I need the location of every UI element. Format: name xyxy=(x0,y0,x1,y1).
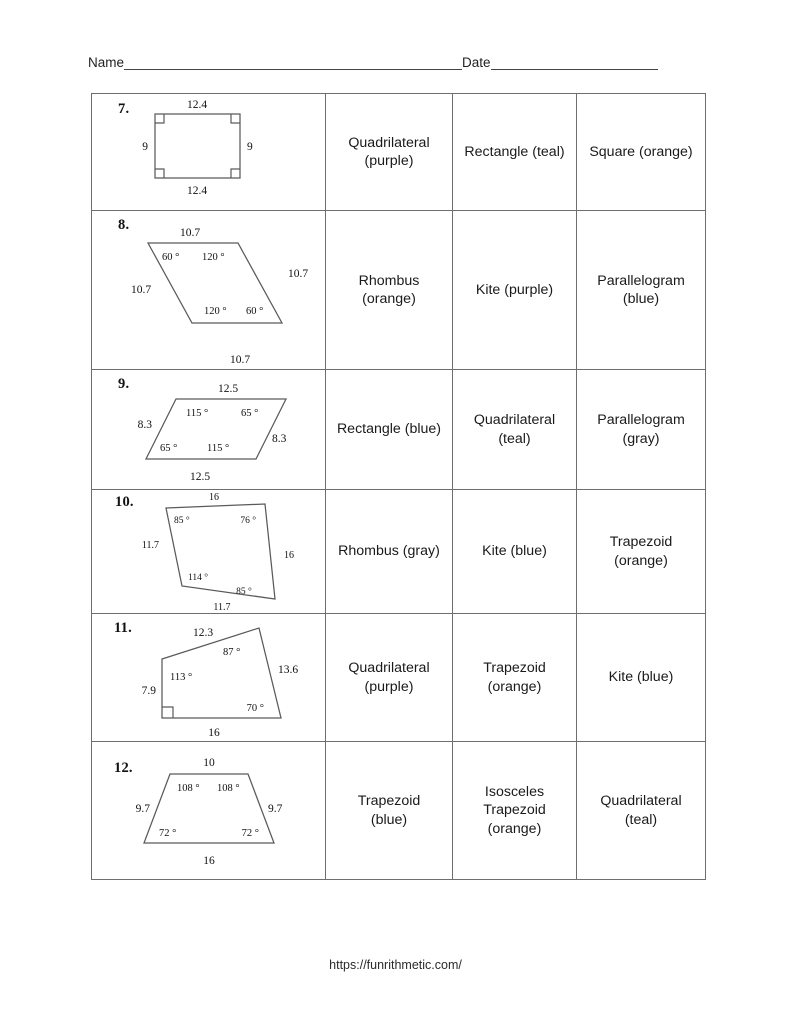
answer-option-1[interactable] xyxy=(326,211,453,370)
question-number-9: 9. xyxy=(118,376,130,392)
answer-line: Isosceles xyxy=(484,784,545,801)
side-label-left: 10.7 xyxy=(130,284,152,296)
answer-option-3[interactable] xyxy=(577,614,706,742)
table-row xyxy=(92,490,706,614)
side-label-bottom: 12.5 xyxy=(189,471,211,483)
angle-label-bottom-right: 70 ° xyxy=(246,703,264,714)
answer-line: Parallelogram xyxy=(597,272,685,289)
answer-line: Kite (purple) xyxy=(475,281,554,298)
table-row xyxy=(92,94,706,211)
answer-line: Trapezoid xyxy=(483,660,546,677)
name-label: Name xyxy=(88,54,125,70)
angle-label-bottom-right: 72 ° xyxy=(241,828,259,839)
answer-line: (orange) xyxy=(487,820,542,837)
table-row xyxy=(92,614,706,742)
answer-line: Square (orange) xyxy=(589,143,693,160)
right-angle-mark-icon xyxy=(162,707,173,718)
side-label-right: 10.7 xyxy=(288,268,309,280)
side-label-right: 8.3 xyxy=(272,433,287,445)
side-label-right: 9 xyxy=(247,141,253,153)
side-label-top: 16 xyxy=(209,492,219,503)
answer-option-3[interactable] xyxy=(577,370,706,490)
side-label-top: 10.7 xyxy=(179,227,201,239)
answer-line: Quadrilateral xyxy=(473,412,556,429)
side-label-left: 9 xyxy=(142,141,148,153)
right-angle-mark-icon xyxy=(231,169,240,178)
angle-label-top-left: 85 ° xyxy=(174,516,190,526)
figure-cell-10 xyxy=(92,490,326,614)
answer-line: (purple) xyxy=(364,153,414,169)
side-label-right: 13.6 xyxy=(278,664,299,676)
name-date-header xyxy=(88,46,703,70)
answer-line: Quadrilateral xyxy=(600,793,682,810)
side-label-top: 12.5 xyxy=(217,383,239,395)
side-label-right: 16 xyxy=(284,550,294,561)
side-label-left: 9.7 xyxy=(135,803,150,815)
angle-label-bottom-right: 85 ° xyxy=(236,587,252,597)
answer-option-3[interactable] xyxy=(577,490,706,614)
answer-option-1[interactable] xyxy=(326,742,453,880)
answer-line: (blue) xyxy=(370,811,408,828)
answer-option-2[interactable] xyxy=(453,614,577,742)
answer-option-2[interactable] xyxy=(453,94,577,211)
answer-line: Quadrilateral xyxy=(348,660,430,677)
date-label: Date xyxy=(462,54,491,70)
angle-label-top-right: 65 ° xyxy=(241,408,259,419)
angle-label-top-right: 120 ° xyxy=(202,252,225,263)
side-label-bottom: 16 xyxy=(203,855,215,867)
worksheet-table xyxy=(91,93,706,880)
angle-label-bottom-left: 72 ° xyxy=(159,828,177,839)
answer-option-1[interactable] xyxy=(326,614,453,742)
answer-line: Trapezoid xyxy=(609,534,673,551)
figure-cell-8 xyxy=(92,211,326,370)
answer-option-1[interactable] xyxy=(326,370,453,490)
date-write-line[interactable] xyxy=(491,55,658,70)
answer-line: (teal) xyxy=(624,811,658,828)
side-label-top: 12.4 xyxy=(186,99,208,111)
side-label-bottom: 12.4 xyxy=(186,185,208,197)
figure-cell-11 xyxy=(92,614,326,742)
angle-label-top-left: 115 ° xyxy=(186,408,209,419)
angle-label-bottom-left: 65 ° xyxy=(160,443,178,454)
angle-label-bottom-right: 115 ° xyxy=(207,443,230,454)
side-label-left: 11.7 xyxy=(141,540,159,551)
answer-option-2[interactable] xyxy=(453,742,577,880)
right-angle-mark-icon xyxy=(155,169,164,178)
answer-line: (orange) xyxy=(614,552,668,569)
answer-option-2[interactable] xyxy=(453,211,577,370)
answer-line: (purple) xyxy=(364,678,414,695)
table-row xyxy=(92,211,706,370)
table-row xyxy=(92,370,706,490)
answer-line: (gray) xyxy=(622,430,660,447)
side-label-top: 10 xyxy=(203,757,215,769)
side-label-bottom: 10.7 xyxy=(229,354,251,366)
answer-line: Kite (blue) xyxy=(608,669,674,686)
side-label-right: 9.7 xyxy=(268,803,283,815)
rectangle-outline xyxy=(155,114,240,178)
angle-label-top-right: 76 ° xyxy=(240,516,256,526)
answer-line: Rectangle (teal) xyxy=(464,143,565,160)
answer-line: (orange) xyxy=(487,678,542,695)
angle-label-bottom-left: 120 ° xyxy=(204,306,227,317)
angle-label-top-right: 108 ° xyxy=(217,783,240,794)
question-number-10: 10. xyxy=(115,494,134,510)
angle-label-top-left: 108 ° xyxy=(177,783,200,794)
answer-option-2[interactable] xyxy=(453,490,577,614)
question-number-11: 11. xyxy=(114,620,132,636)
side-label-bottom: 16 xyxy=(208,727,220,739)
question-number-12: 12. xyxy=(114,760,133,776)
name-write-line[interactable] xyxy=(124,55,462,70)
answer-line: Trapezoid xyxy=(357,793,421,810)
answer-line: Trapezoid xyxy=(483,802,546,819)
answer-line: Rhombus (gray) xyxy=(338,543,440,560)
shape-rhombus-8 xyxy=(92,211,326,369)
answer-line: Rectangle (blue) xyxy=(336,421,442,438)
side-label-left: 7.9 xyxy=(141,685,156,697)
question-number-7: 7. xyxy=(118,101,130,117)
side-label-left: 8.3 xyxy=(137,419,152,431)
answer-line: Parallelogram xyxy=(597,412,685,429)
answer-option-2[interactable] xyxy=(453,370,577,490)
answer-option-1[interactable] xyxy=(326,490,453,614)
angle-label-bottom-right: 60 ° xyxy=(246,306,264,317)
table-row xyxy=(92,742,706,880)
angle-label-left-reflex: 114 ° xyxy=(188,573,209,583)
answer-option-3[interactable] xyxy=(577,742,706,880)
angle-label-top-left: 60 ° xyxy=(162,252,180,263)
answer-line: (orange) xyxy=(362,291,416,307)
right-angle-mark-icon xyxy=(231,114,240,123)
answer-line: (teal) xyxy=(498,430,531,447)
figure-cell-12 xyxy=(92,742,326,880)
side-label-top: 12.3 xyxy=(192,627,214,639)
angle-label-top-left: 113 ° xyxy=(170,672,193,683)
figure-cell-7 xyxy=(92,94,326,211)
answer-line: Rhombus xyxy=(358,272,420,289)
figure-cell-9 xyxy=(92,370,326,490)
answer-option-3[interactable] xyxy=(577,94,706,211)
answer-line: Quadrilateral xyxy=(348,134,430,151)
side-label-bottom: 11.7 xyxy=(213,602,231,613)
angle-label-top-right: 87 ° xyxy=(223,647,241,658)
answer-line: (blue) xyxy=(622,291,660,307)
answer-option-1[interactable] xyxy=(326,94,453,211)
footer-url[interactable]: https://funrithmetic.com/ xyxy=(329,958,462,972)
answer-option-3[interactable] xyxy=(577,211,706,370)
answer-line: Kite (blue) xyxy=(482,543,547,560)
right-angle-mark-icon xyxy=(155,114,164,123)
question-number-8: 8. xyxy=(118,217,130,233)
